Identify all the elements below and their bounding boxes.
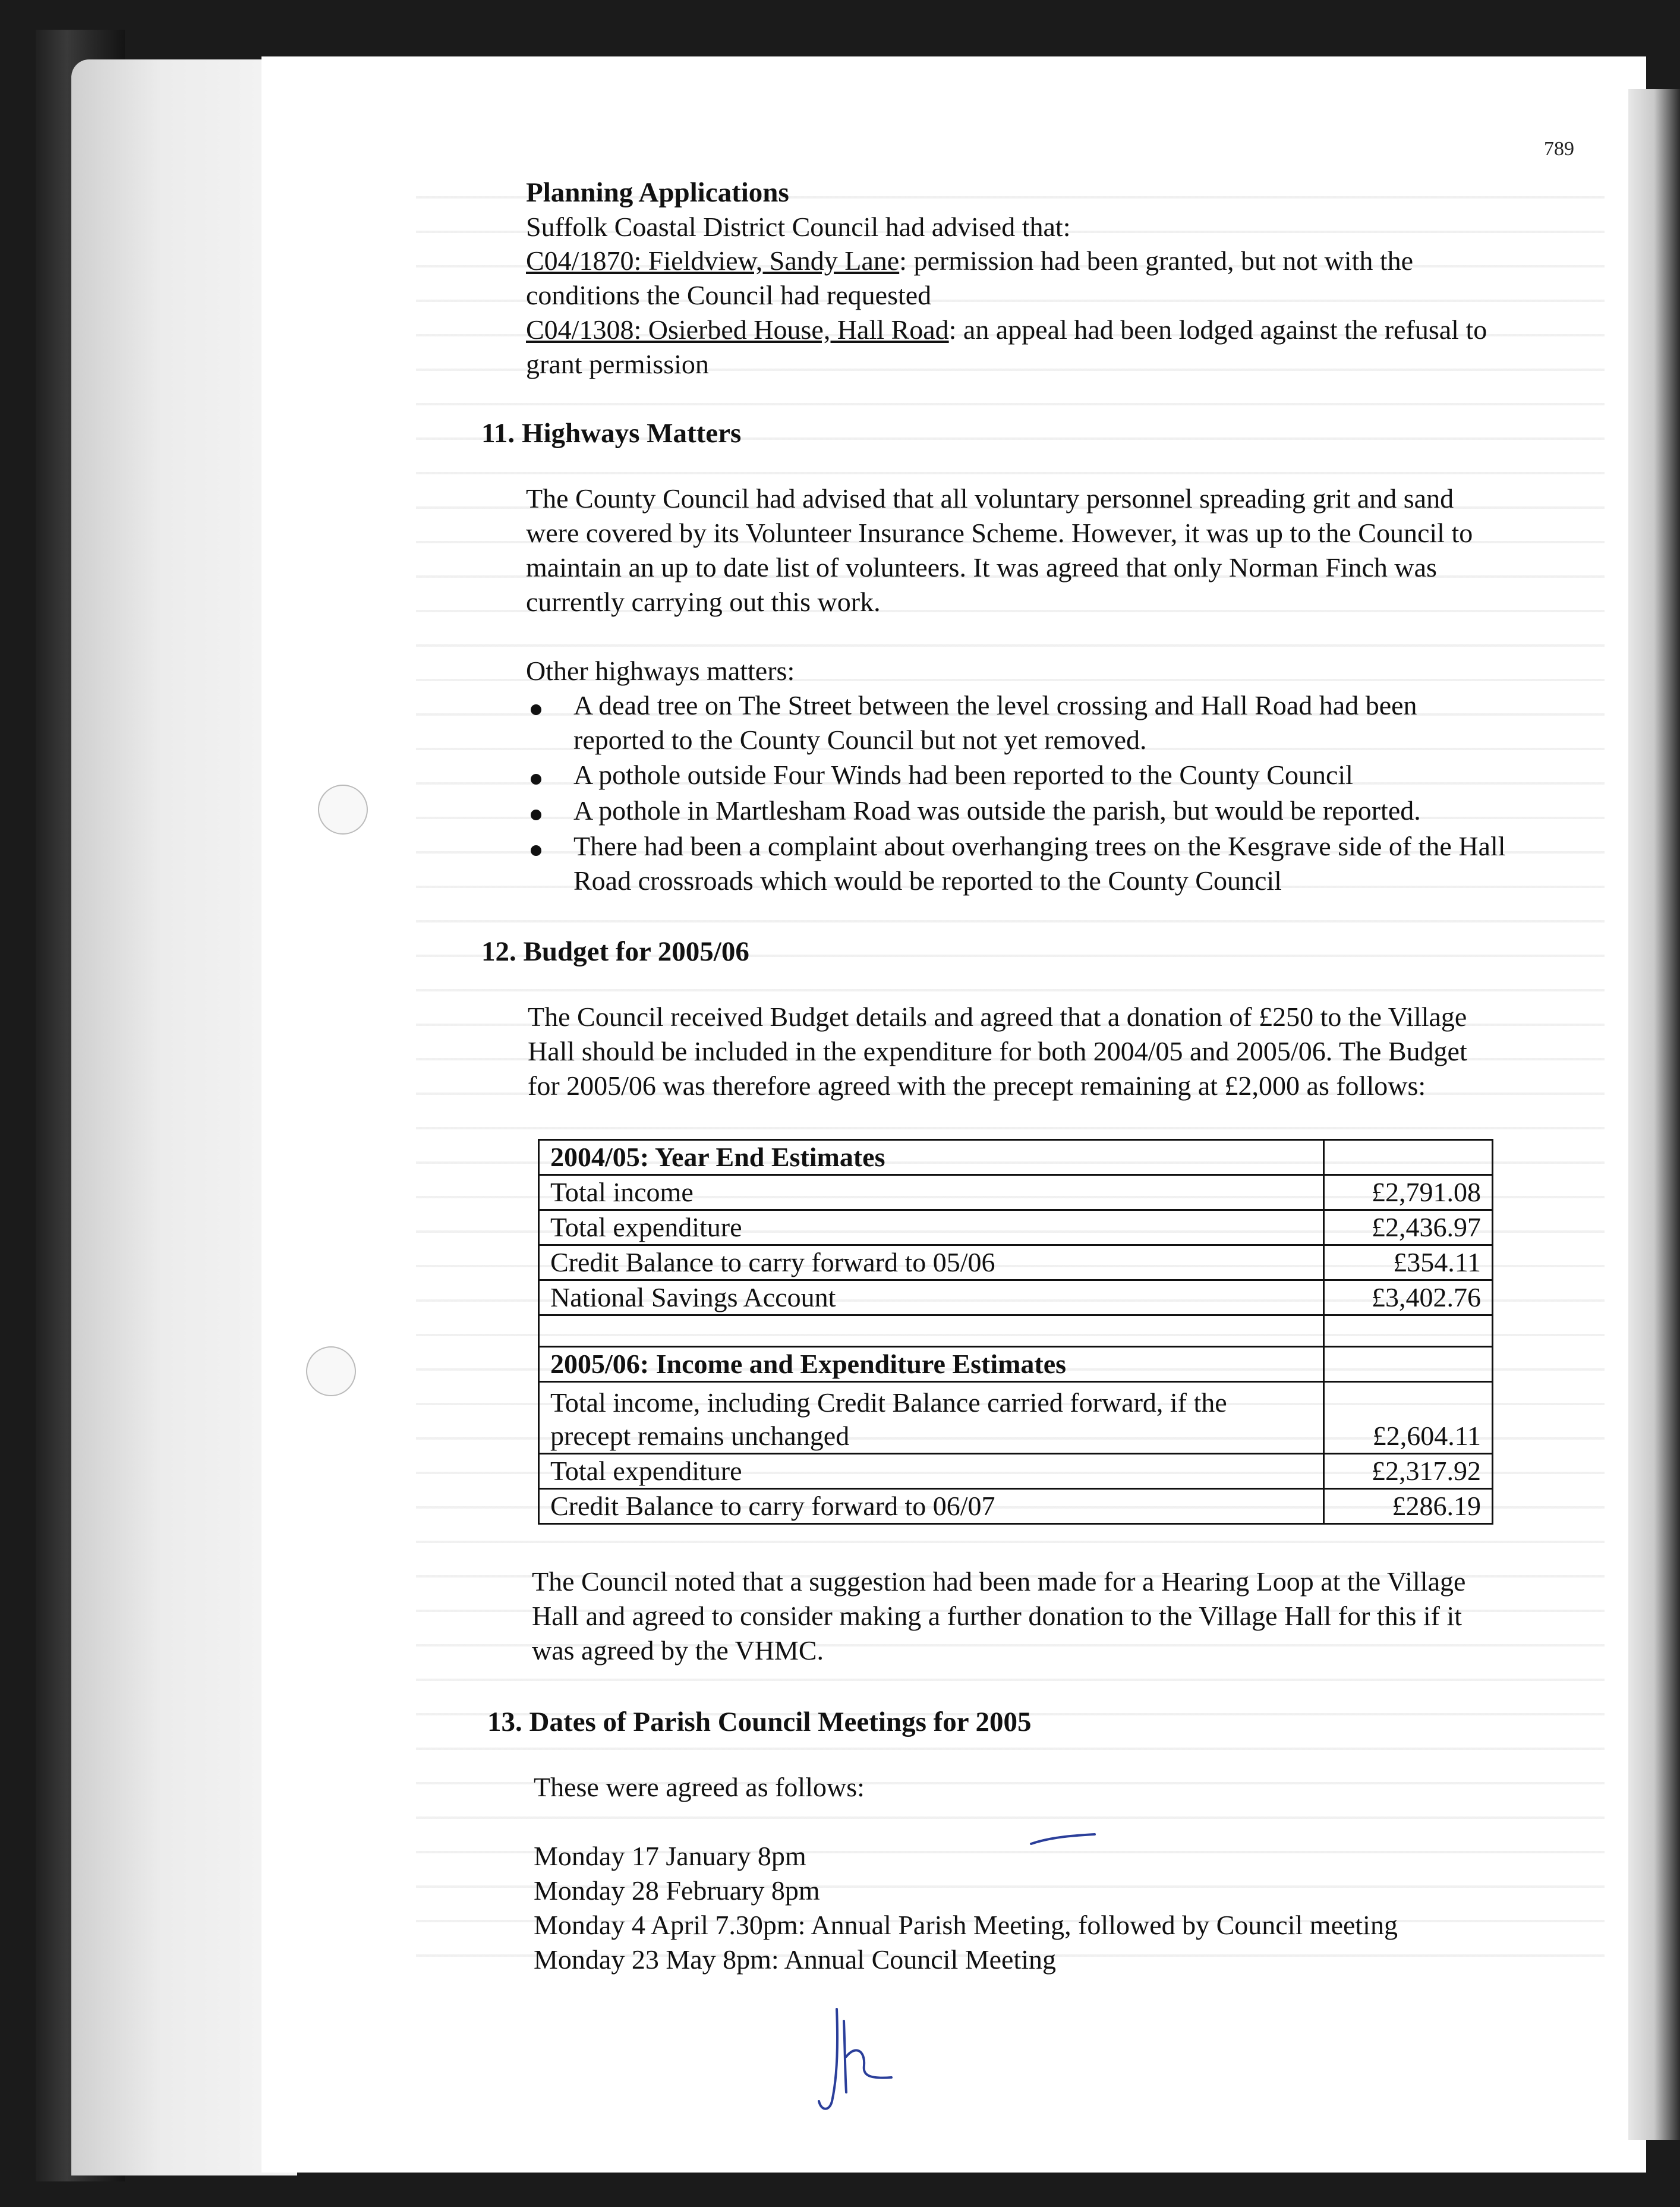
- meeting-date: Monday 23 May 8pm: Annual Council Meeting: [534, 1944, 1057, 1975]
- meetings-heading: 13. Dates of Parish Council Meetings for 2005: [487, 1707, 1032, 1737]
- table-cell-label: Credit Balance to carry forward to 06/07: [539, 1489, 1324, 1524]
- table-cell-label: National Savings Account: [539, 1280, 1324, 1315]
- bullet-dot: [531, 774, 541, 785]
- table-row: [539, 1210, 1493, 1245]
- highways-para-line: currently carrying out this work.: [526, 587, 881, 617]
- table-row: [539, 1489, 1493, 1524]
- table-cell-empty: [1324, 1315, 1493, 1347]
- budget-table: [538, 1139, 1493, 1525]
- table-cell-label: Total income, including Credit Balance carried forward, if the precept remains unchanged: [539, 1382, 1324, 1454]
- highways-bullet-4-cont: Road crossroads which would be reported to the County Council: [573, 865, 1282, 896]
- table-cell-amount: £2,791.08: [1324, 1175, 1493, 1210]
- planning-app-2-cont: grant permission: [526, 349, 709, 379]
- planning-intro: Suffolk Coastal District Council had advised that:: [526, 212, 1071, 242]
- meeting-date: Monday 28 February 8pm: [534, 1875, 820, 1906]
- highways-para-line: The County Council had advised that all voluntary personnel spreading grit and sand: [526, 483, 1454, 514]
- page-number: 789: [1544, 138, 1574, 160]
- table-row: [539, 1140, 1493, 1175]
- highways-bullet-3: A pothole in Martlesham Road was outside the parish, but would be reported.: [573, 795, 1421, 826]
- table-row: [539, 1382, 1493, 1454]
- meetings-intro: These were agreed as follows:: [534, 1772, 865, 1802]
- budget-para-line: The Council received Budget details and agreed that a donation of £250 to the Village: [528, 1002, 1467, 1032]
- table-cell-label: Credit Balance to carry forward to 05/06: [539, 1245, 1324, 1280]
- budget-heading: 12. Budget for 2005/06: [481, 936, 749, 967]
- bullet-dot: [531, 845, 541, 856]
- planning-app-1-cont: conditions the Council had requested: [526, 280, 932, 310]
- hearing-loop-line: was agreed by the VHMC.: [532, 1635, 824, 1666]
- planning-app-1-ref: C04/1870: Fieldview, Sandy Lane: [526, 245, 900, 276]
- highways-heading: 11. Highways Matters: [481, 418, 742, 449]
- highways-bullet-4: There had been a complaint about overhanging trees on the Kesgrave side of the Hall: [573, 831, 1506, 861]
- bullet-dot: [531, 704, 541, 715]
- planning-app-2-text: : an appeal had been lodged against the refusal to: [948, 314, 1487, 345]
- table-cell-label: Total income: [539, 1175, 1324, 1210]
- planning-app-2: [526, 313, 1487, 347]
- highways-bullet-1-cont: reported to the County Council but not yet removed.: [573, 725, 1147, 755]
- table-row: [539, 1175, 1493, 1210]
- table-section-title: 2004/05: Year End Estimates: [539, 1140, 1324, 1175]
- planning-heading: Planning Applications: [526, 177, 789, 208]
- hearing-loop-line: The Council noted that a suggestion had been made for a Hearing Loop at the Village: [532, 1566, 1466, 1597]
- table-cell-label: Total expenditure: [539, 1210, 1324, 1245]
- highways-other-label: Other highways matters:: [526, 656, 795, 686]
- highways-para-line: were covered by its Volunteer Insurance Scheme. However, it was up to the Council to: [526, 518, 1473, 548]
- planning-app-2-ref: C04/1308: Osierbed House, Hall Road: [526, 314, 949, 345]
- table-cell-amount: £3,402.76: [1324, 1280, 1493, 1315]
- table-row: [539, 1454, 1493, 1489]
- table-cell-amount: £286.19: [1324, 1489, 1493, 1524]
- table-cell-amount: £2,317.92: [1324, 1454, 1493, 1489]
- highways-bullet-1: A dead tree on The Street between the level crossing and Hall Road had been: [573, 690, 1417, 720]
- highways-bullet-2: A pothole outside Four Winds had been reported to the County Council: [573, 760, 1353, 790]
- table-row: [539, 1245, 1493, 1280]
- table-cell-empty: [1324, 1140, 1493, 1175]
- budget-para-line: for 2005/06 was therefore agreed with the precept remaining at £2,000 as follows:: [528, 1071, 1426, 1101]
- table-cell-empty: [539, 1315, 1324, 1347]
- meeting-date: Monday 17 January 8pm: [534, 1841, 806, 1871]
- bullet-dot: [531, 810, 541, 820]
- planning-app-1: [526, 244, 1413, 278]
- meeting-date: Monday 4 April 7.30pm: Annual Parish Meeting, followed by Council meeting: [534, 1910, 1398, 1940]
- budget-para-line: Hall should be included in the expenditure for both 2004/05 and 2005/06. The Budget: [528, 1036, 1467, 1066]
- table-row: [539, 1280, 1493, 1315]
- hearing-loop-line: Hall and agreed to consider making a further donation to the Village Hall for this if it: [532, 1601, 1462, 1631]
- table-section-title: 2005/06: Income and Expenditure Estimates: [539, 1347, 1324, 1382]
- table-cell-amount: £354.11: [1324, 1245, 1493, 1280]
- pen-stroke-mark: [1028, 1831, 1099, 1849]
- highways-para-line: maintain an up to date list of volunteers. It was agreed that only Norman Finch was: [526, 552, 1437, 583]
- table-cell-amount: £2,604.11: [1324, 1382, 1493, 1454]
- table-cell-empty: [1324, 1347, 1493, 1382]
- table-cell-amount: £2,436.97: [1324, 1210, 1493, 1245]
- handwritten-initials: [808, 2003, 903, 2116]
- table-row-blank: [539, 1315, 1493, 1347]
- table-cell-label: Total expenditure: [539, 1454, 1324, 1489]
- table-row: [539, 1347, 1493, 1382]
- planning-app-1-text: : permission had been granted, but not with the: [899, 245, 1414, 276]
